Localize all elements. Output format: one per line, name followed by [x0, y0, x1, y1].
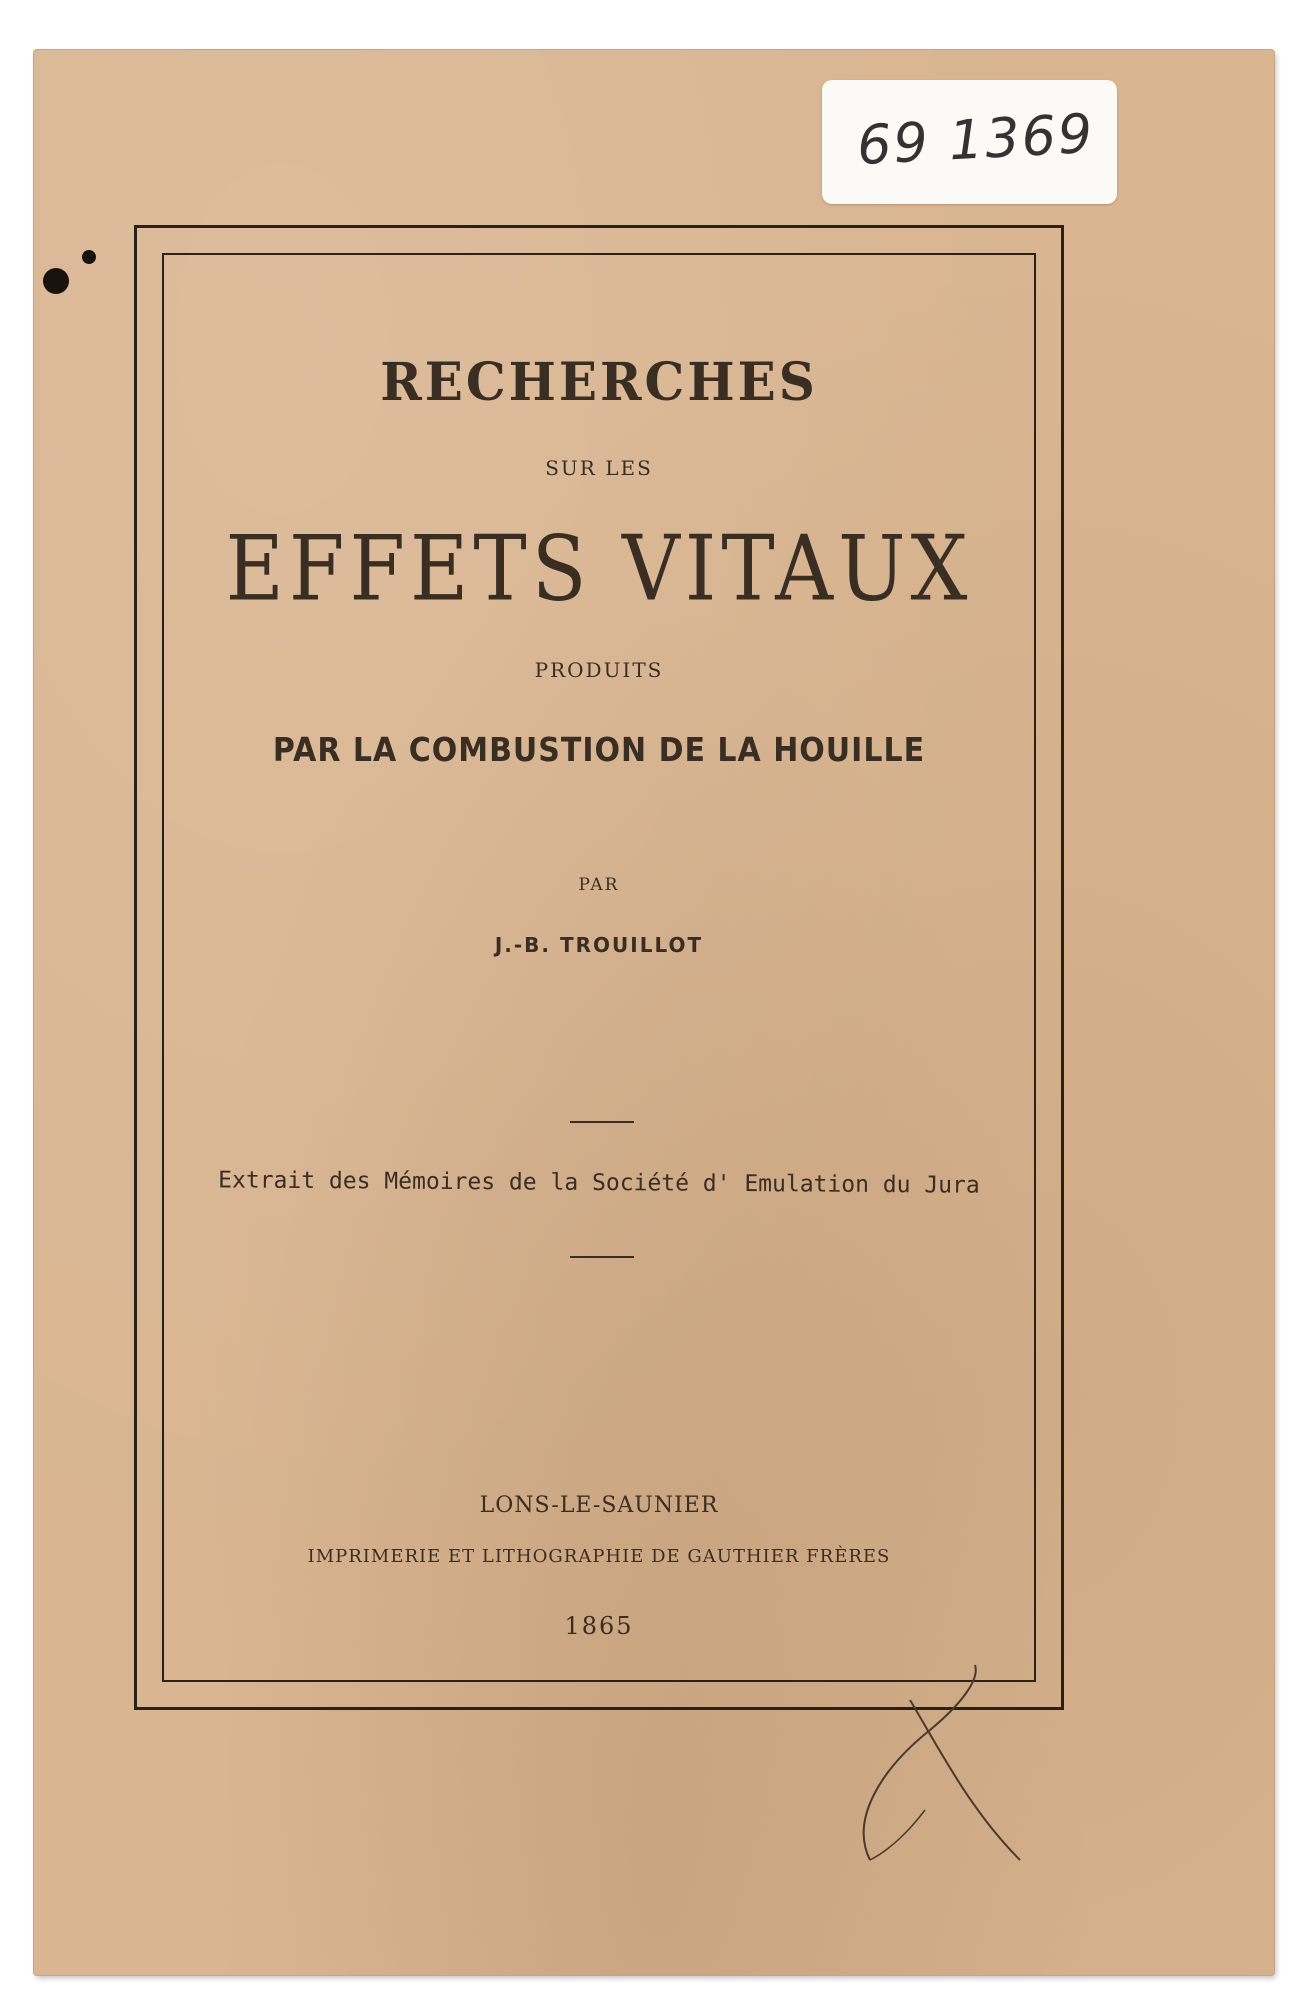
author-name: J.-B. TROUILLOT — [494, 933, 704, 957]
title-recherches: RECHERCHES — [380, 350, 818, 413]
divider-rule — [570, 1256, 634, 1258]
imprint-year: 1865 — [564, 1612, 634, 1640]
extract-note: Extrait des Mémoires de la Société d' Emulation du Jura — [218, 1167, 980, 1199]
byline-par: PAR — [578, 875, 620, 895]
title-combustion: PAR LA COMBUSTION DE LA HOUILLE — [272, 731, 926, 770]
title-sur-les: SUR LES — [545, 456, 653, 480]
catalog-label — [822, 80, 1117, 204]
title-produits: PRODUITS — [534, 658, 664, 682]
imprint-printer: IMPRIMERIE ET LITHOGRAPHIE DE GAUTHIER FRÈRES — [307, 1546, 891, 1567]
pencil-mark — [850, 1660, 1050, 1870]
ink-dot — [82, 250, 96, 264]
catalog-number: 69 1369 — [855, 101, 1096, 178]
divider-rule — [570, 1121, 634, 1123]
imprint-city: LONS-LE-SAUNIER — [479, 1493, 719, 1518]
title-effets-vitaux: EFFETS VITAUX — [225, 516, 973, 621]
ink-blot — [43, 268, 69, 294]
